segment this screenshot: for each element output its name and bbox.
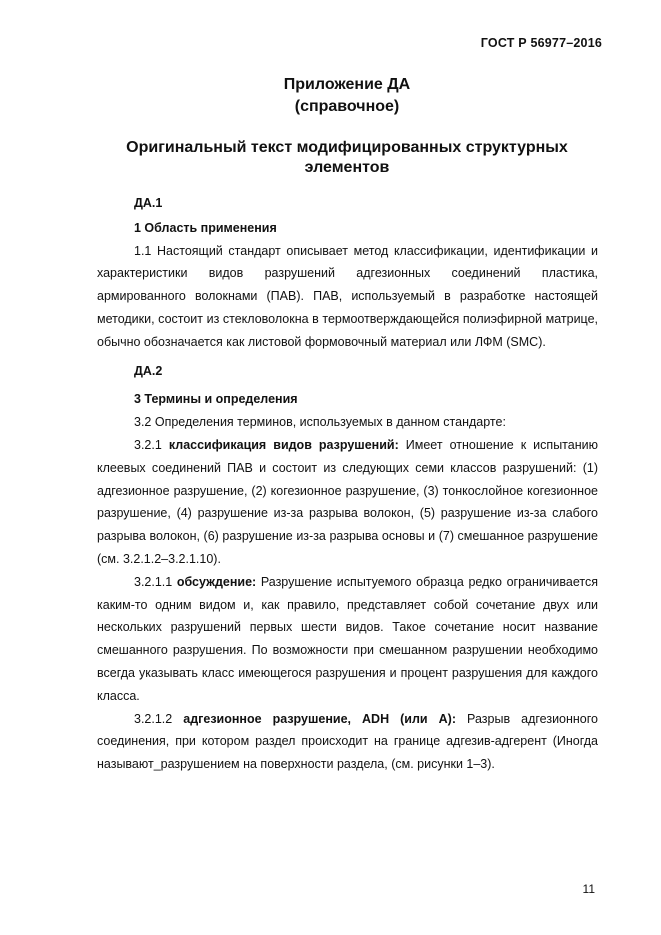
page-number: 11 xyxy=(582,882,595,896)
terms-heading: 3 Термины и определения xyxy=(134,392,298,407)
term-name: адгезионное разрушение, ADH (или A): xyxy=(183,711,456,726)
appendix-subtitle: (справочное) xyxy=(294,98,400,115)
appendix-heading xyxy=(0,74,661,118)
da2-label: ДА.2 xyxy=(134,363,163,378)
paragraph-3-2-1-1 xyxy=(97,571,598,708)
paragraph-3-2-1-2 xyxy=(97,708,598,776)
paragraph-1-1: 1.1 Настоящий стандарт описывает метод классификации, идентификации и характеристики видов разрушений адгезионных соединений пластика, армированного волокнами (ПАВ). ПАВ, используемый в разработке настоящей методики, состоит из стекловолокна в термоотверждающейся полиэфирной матрице, обычно обозначается как листовой формовочный материал или ЛФМ (SMC). xyxy=(97,243,598,349)
clause-number: 3.2.1 xyxy=(134,437,162,452)
paragraph-3-2: 3.2 Определения терминов, используемых в данном стандарте: xyxy=(134,415,506,430)
scope-heading: 1 Область применения xyxy=(134,220,277,235)
clause-number: 3.2.1.1 xyxy=(134,574,173,589)
term-name: классификация видов разрушений: xyxy=(168,437,399,452)
da1-label: ДА.1 xyxy=(134,196,163,210)
document-header: ГОСТ Р 56977–2016 xyxy=(480,36,602,50)
section-title xyxy=(0,138,661,178)
section-title-line1: Оригинальный текст модифицированных структурных xyxy=(126,139,568,156)
paragraph-3-2-1 xyxy=(97,434,598,571)
section-title-line2: элементов xyxy=(304,159,390,176)
clause-number: 3.2.1.2 xyxy=(134,711,173,726)
term-definition: Имеет отношение к испытанию клеевых соединений ПАВ и состоит из следующих семи классов разрушений: (1) адгезионное разрушение, (2) когезионное разрушение, (3) тонкослойное когезионное разрушение, (4) разрушение из-за разрыва волокон, (5) разрушение из-за слабого разрыва волокон, (6) разрушение из-за разрыва основы и (7) смешанное разрушение (см. 3.2.1.2–3.2.1.10). xyxy=(97,437,598,566)
appendix-title: Приложение ДА xyxy=(283,76,411,93)
term-definition: Разрушение испытуемого образца редко ограничивается каким-то одним видом и, как правило, представляет собой сочетание двух или нескольких разрушений первых шести видов. Такое сочетание носит название смешанного разрушения. По возможности при смешанном разрушении необходимо всегда указывать класс имеющегося разрушения и процент разрушения для каждого класса. xyxy=(97,574,598,703)
term-name: обсуждение: xyxy=(176,574,257,589)
term-definition: Разрыв адгезионного соединения, при котором раздел происходит на границе адгезив-адгерент (Иногда называют_разрушением на поверхности раздела, (см. рисунки 1–3). xyxy=(97,711,598,772)
document-body xyxy=(97,192,598,776)
